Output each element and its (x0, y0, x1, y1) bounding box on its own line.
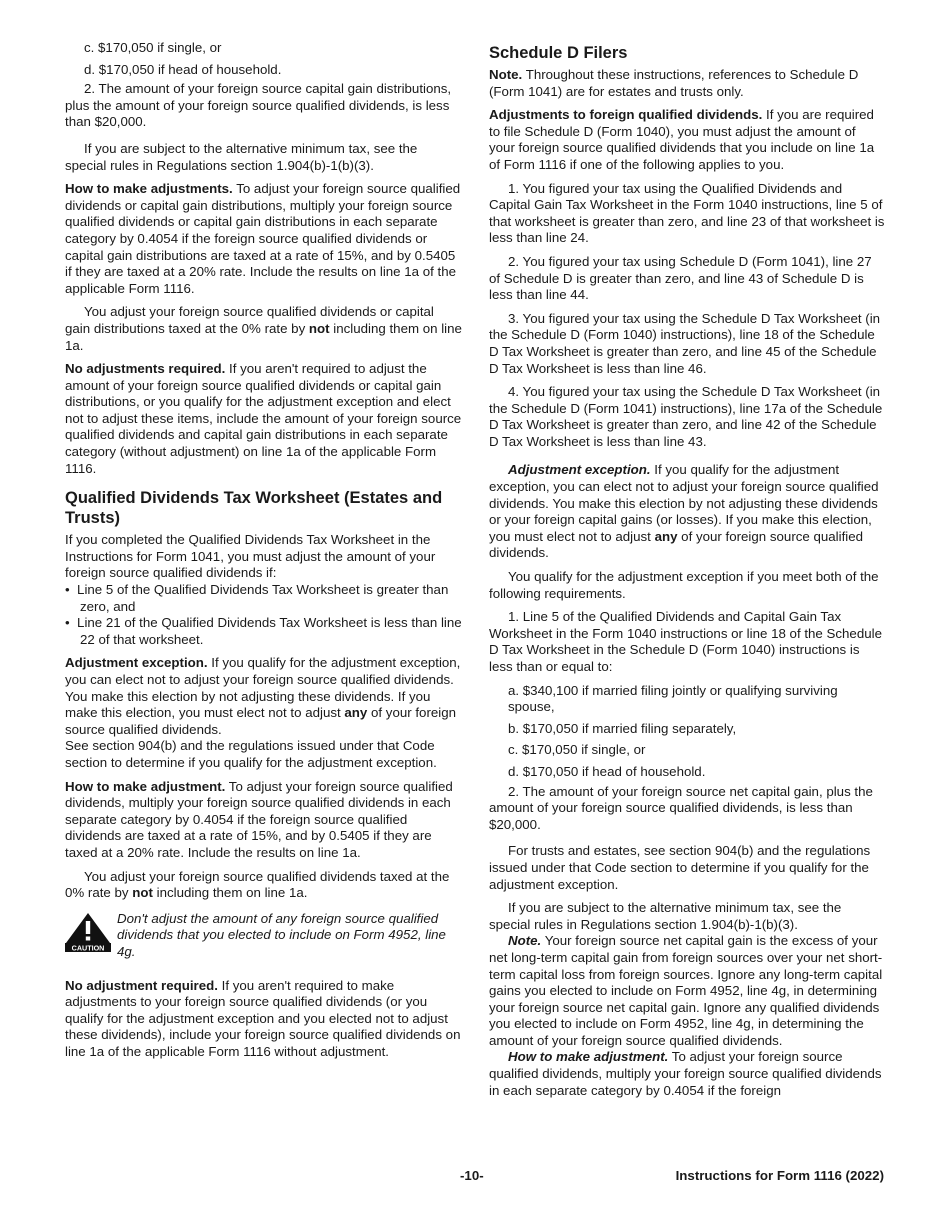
bullet-item-1: • Line 5 of the Qualified Dividends Tax Worksheet is greater than zero, and (65, 582, 449, 614)
how-to-adjust-paragraph-2: How to make adjustment. To adjust your foreign source qualified dividends, multiply your foreign source qualified dividends in each separate category by 0.4054 if the foreign source qualified dividends are taxed at a rate of 15%, and by 0.5405 if they are taxed at a 20% rate. Include the results on line 1a. (65, 778, 453, 860)
page-number: -10- (460, 1168, 484, 1183)
caution-text: Don't adjust the amount of any foreign source qualified dividends that you elected to include on Form 4952, line 4g. (117, 910, 446, 959)
list-item-d: d. $170,050 if head of household. (508, 763, 706, 779)
condition-1: 1. You figured your tax using the Qualified Dividends and Capital Gain Tax Worksheet in the Form 1040 instructions, line 5 of that worksheet is greater than zero, and line 23 of that worksheet is less than line 24. (489, 180, 885, 246)
requirements-paragraph: You qualify for the adjustment exception if you meet both of the following requirements. (489, 569, 879, 601)
no-adjustment-paragraph-2: No adjustment required. If you aren't required to make adjustments to your foreign source qualified dividends (or you qualify for the adjustment exception and you elected not to adjust these dividends), include your foreign source qualified dividends on line 1a of the applicable Form 1116 without adjustment. (65, 977, 461, 1059)
run-in-heading: How to make adjustment. (508, 1049, 669, 1065)
run-in-heading: Note. (508, 933, 542, 949)
list-item-c: c. $170,050 if single, or (84, 40, 222, 55)
zero-rate-paragraph-2: You adjust your foreign source qualified dividends taxed at the 0% rate by not including them on line 1a. (65, 868, 450, 901)
caution-label: CAUTION (71, 943, 105, 952)
how-to-adjust-paragraph: How to make adjustments. To adjust your foreign source qualified dividends or capital gain distributions, multiply your foreign source qualified dividends or capital gain distributions in each separate category by 0.4054 if the foreign source qualified dividends or capital gain distributions are taxed at a rate of 15%, and by 0.5405 if they are taxed at a 20% rate. Include the results on line 1a of the applicable Form 1116. (65, 181, 461, 296)
run-in-heading: Note. (489, 67, 523, 82)
list-item-c: c. $170,050 if single, or (508, 742, 646, 758)
run-in-heading: How to make adjustments. (65, 181, 233, 197)
requirement-1: 1. Line 5 of the Qualified Dividends and Capital Gain Tax Worksheet in the Form 1040 instructions or line 18 of the Schedule D Tax Worksheet in the Schedule D (Form 1040) instructions is less than or equal to: (489, 609, 882, 674)
bullet-icon: • (65, 615, 70, 631)
left-column (65, 40, 462, 1067)
no-adjustments-paragraph: No adjustments required. If you aren't required to adjust the amount of your foreign source qualified dividends or capital gain distributions, or you qualify for the adjustment exception and elect not to adjust these items, include the amount of your foreign source qualified dividends and capital gain distributions in each separate category (without adjustment) on line 1a of the applicable Form 1116. (65, 361, 462, 476)
run-in-heading: No adjustment required. (65, 977, 218, 993)
caution-box (65, 911, 462, 961)
run-in-heading: How to make adjustment. (65, 778, 226, 794)
run-in-heading: No adjustments required. (65, 361, 226, 377)
amt-paragraph: If you are subject to the alternative minimum tax, see the special rules in Regulations section 1.904(b)-1(b)(3). (65, 140, 418, 173)
list-item-d: d. $170,050 if head of household. (84, 61, 282, 77)
note-paragraph: Note. Throughout these instructions, references to Schedule D (Form 1041) are for estates and trusts only. (489, 67, 859, 99)
note-2-paragraph: Note. Your foreign source net capital gain is the excess of your net long-term capital gain from foreign sources over your net short-term capital loss from foreign sources. Ignore any long-term capital gains you elected to include on Form 4952, line 4g, in determining your foreign source net capital gain. Ignore any qualified dividends you elected to include on Form 4952, line 4g, in determining the amount of your foreign source qualified dividends. (489, 933, 883, 1048)
condition-4: 4. You figured your tax using the Schedule D Tax Worksheet (in the Schedule D (Form 1041) instructions), line 17a of the Schedule D Tax Worksheet is greater than zero, and line 42 of the Schedule D Tax Worksheet is less than line 43. (489, 384, 883, 449)
trusts-paragraph: For trusts and estates, see section 904(b) and the regulations issued under that Code section to determine if you qualify for the adjustment exception. (489, 843, 871, 892)
zero-rate-paragraph: You adjust your foreign source qualified dividends or capital gain distributions taxed at the 0% rate by not including them on line 1a. (65, 304, 462, 353)
list-item-2: 2. The amount of your foreign source capital gain distributions, plus the amount of your foreign source qualified dividends, is less than $20,000. (65, 81, 452, 130)
footer-form-title: Instructions for Form 1116 (2022) (675, 1168, 884, 1183)
condition-3: 3. You figured your tax using the Schedule D Tax Worksheet (in the Schedule D (Form 1040) instructions), line 18 of the Schedule D Tax Worksheet is greater than zero, and line 45 of the Schedule D Tax Worksheet is less than line 46. (489, 310, 881, 376)
list-item-b: b. $170,050 if married filing separately, (508, 720, 737, 736)
run-in-heading: Adjustment exception. (65, 655, 208, 671)
condition-2: 2. You figured your tax using Schedule D (Form 1041), line 27 of Schedule D is greater than zero, and line 43 of Schedule D is less than line 44. (489, 253, 872, 303)
adjustment-exception-see-section: See section 904(b) and the regulations issued under that Code section to determine if you qualify for the adjustment exception. (65, 738, 437, 770)
list-item-a: a. $340,100 if married filing jointly or qualifying surviving spouse, (508, 682, 838, 715)
caution-icon (65, 912, 111, 952)
bullet-icon: • (65, 582, 70, 598)
right-column (489, 40, 885, 1106)
run-in-heading: Adjustments to foreign qualified dividends. (489, 107, 763, 123)
section-heading-qdtw: Qualified Dividends Tax Worksheet (Estates and Trusts) (65, 489, 443, 528)
qdtw-intro: If you completed the Qualified Dividends Tax Worksheet in the Instructions for Form 1041, you must adjust the amount of your foreign source qualified dividends if: (65, 532, 436, 581)
requirement-2: 2. The amount of your foreign source net capital gain, plus the amount of your foreign source qualified dividends, is less than $20,000. (489, 783, 873, 832)
how-to-adjust-paragraph: How to make adjustment. To adjust your foreign source qualified dividends, multiply your foreign source qualified dividends in each separate category by 0.4054 if the foreign (489, 1049, 882, 1098)
bullet-item-2: • Line 21 of the Qualified Dividends Tax Worksheet is less than line 22 of that worksheet. (65, 615, 462, 647)
run-in-heading: Adjustment exception. (508, 462, 651, 478)
section-heading-schedule-d: Schedule D Filers (489, 44, 628, 62)
adjustment-exception-paragraph: Adjustment exception. If you qualify for the adjustment exception, you can elect not to adjust your foreign source qualified dividends. You make this election by not adjusting these dividends or your foreign capital gains (or losses). If you make this election, you must elect not to adjust any of your foreign source qualified dividends. (489, 462, 879, 561)
adjustments-paragraph: Adjustments to foreign qualified dividends. If you are required to file Schedule D (Form 1040), you must adjust the amount of your foreign source qualified dividends that you include on line 1a of Form 1116 if one of the following applies to you. (489, 107, 875, 172)
amt-paragraph: If you are subject to the alternative minimum tax, see the special rules in Regulations section 1.904(b)-1(b)(3). (489, 900, 842, 932)
adjustment-exception-paragraph: Adjustment exception. If you qualify for the adjustment exception, you can elect not to adjust your foreign source qualified dividends. You make this election by not adjusting these dividends. If you make this election, you must elect not to adjust any of your foreign source qualified dividends. (65, 655, 461, 737)
